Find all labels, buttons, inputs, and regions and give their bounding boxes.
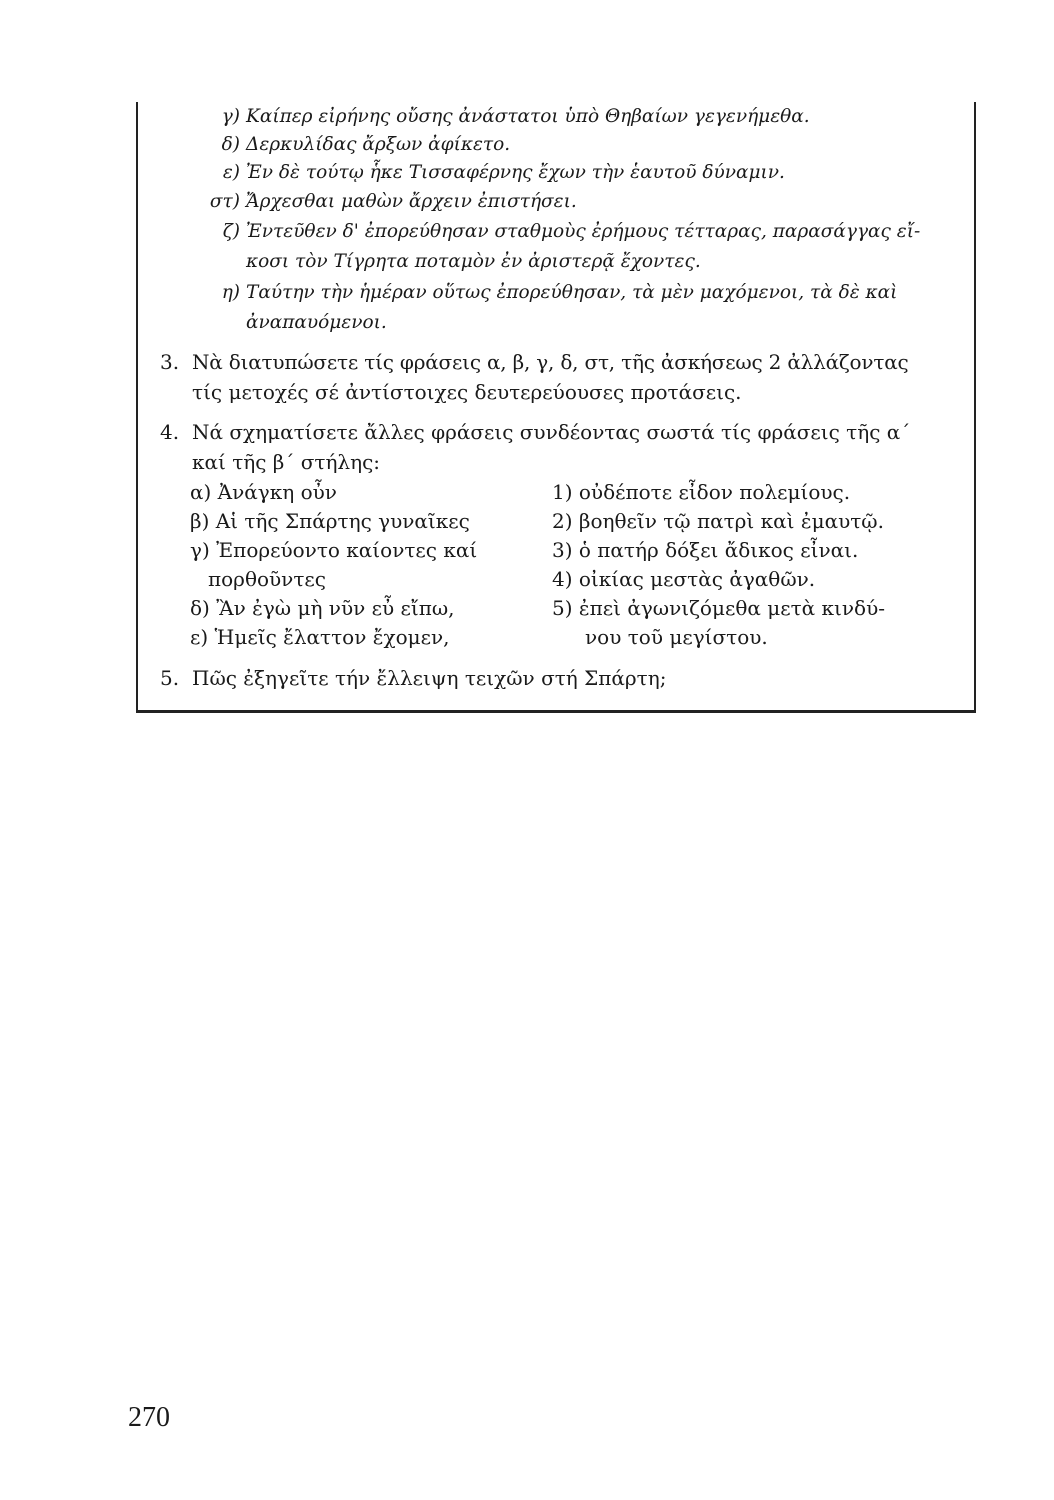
exercise5-number: 5. [160, 666, 180, 690]
item-text-continued: ἀναπαυόμενοι. [246, 312, 387, 333]
column-b-item: 4) οἰκίας μεστὰς ἀγαθῶν. [552, 567, 816, 591]
exercise4-line1: Νά σχηματίσετε ἄλλες φράσεις συνδέοντας σωστά τίς φράσεις τῆς α΄ [192, 420, 911, 444]
item-text: Ἐν δὲ τούτῳ ἧκε Τισσαφέρνης ἔχων τὴν ἑαυτοῦ δύναμιν. [246, 162, 785, 183]
column-b-item: 1) οὐδέποτε εἶδον πολεμίους. [552, 480, 851, 504]
column-a-item: α) Ἀνάγκη οὖν [190, 480, 337, 504]
column-b-item: 2) βοηθεῖν τῷ πατρὶ καὶ ἐμαυτῷ. [552, 509, 884, 533]
exercise4-line2: καί τῆς β΄ στήλης: [192, 450, 381, 474]
exercise3-line2: τίς μετοχές σέ ἀντίστοιχες δευτερεύουσες προτάσεις. [192, 380, 742, 404]
item-text: Ἄρχεσθαι μαθὼν ἄρχειν ἐπιστήσει. [246, 191, 577, 212]
exercise3-number: 3. [160, 350, 180, 374]
item-label: ε) [222, 162, 240, 183]
column-a-item: ε) Ἡμεῖς ἔλαττον ἔχομεν, [190, 625, 450, 649]
item-text: Ταύτην τὴν ἡμέραν οὕτως ἐπορεύθησαν, τὰ μὲν μαχόμενοι, τὰ δὲ καὶ [246, 282, 898, 303]
column-a-item: δ) Ἂν ἐγὼ μὴ νῦν εὖ εἴπω, [190, 596, 455, 620]
exercise4-number: 4. [160, 420, 180, 444]
item-text: Καίπερ εἰρήνης οὔσης ἀνάστατοι ὑπὸ Θηβαίων γεγενήμεθα. [246, 106, 810, 127]
column-b-item: 3) ὁ πατήρ δόξει ἄδικος εἶναι. [552, 538, 859, 562]
column-a-item: β) Αἱ τῆς Σπάρτης γυναῖκες [190, 509, 470, 533]
item-text: Ἐντεῦθεν δ' ἐπορεύθησαν σταθμοὺς ἐρήμους τέτταρας, παρασάγγας εἴ- [246, 221, 921, 242]
item-label: ζ) [222, 221, 240, 242]
item-label: στ) [209, 191, 240, 212]
column-a-item-cont: πορθοῦντες [208, 567, 326, 591]
item-label: γ) [221, 106, 240, 127]
item-text-continued: κοσι τὸν Τίγρητα ποταμὸν ἐν ἀριστερᾷ ἔχοντες. [246, 251, 701, 272]
column-b-item: 5) ἐπεὶ ἀγωνιζόμεθα μετὰ κινδύ- [552, 596, 885, 620]
column-b-item-cont: νου τοῦ μεγίστου. [585, 625, 768, 649]
exercise3-line1: Νὰ διατυπώσετε τίς φράσεις α, β, γ, δ, στ, τῆς ἀσκήσεως 2 ἀλλάζοντας [192, 350, 909, 374]
exercise5-text: Πῶς ἐξηγεῖτε τήν ἔλλειψη τειχῶν στή Σπάρτη; [192, 666, 667, 690]
column-a-item: γ) Ἐπορεύοντο καίοντες καί [190, 538, 478, 562]
page-number: 270 [128, 1402, 170, 1433]
item-text: Δερκυλίδας ἄρξων ἀφίκετο. [246, 134, 511, 155]
item-label: η) [221, 282, 240, 303]
item-label: δ) [221, 134, 240, 155]
